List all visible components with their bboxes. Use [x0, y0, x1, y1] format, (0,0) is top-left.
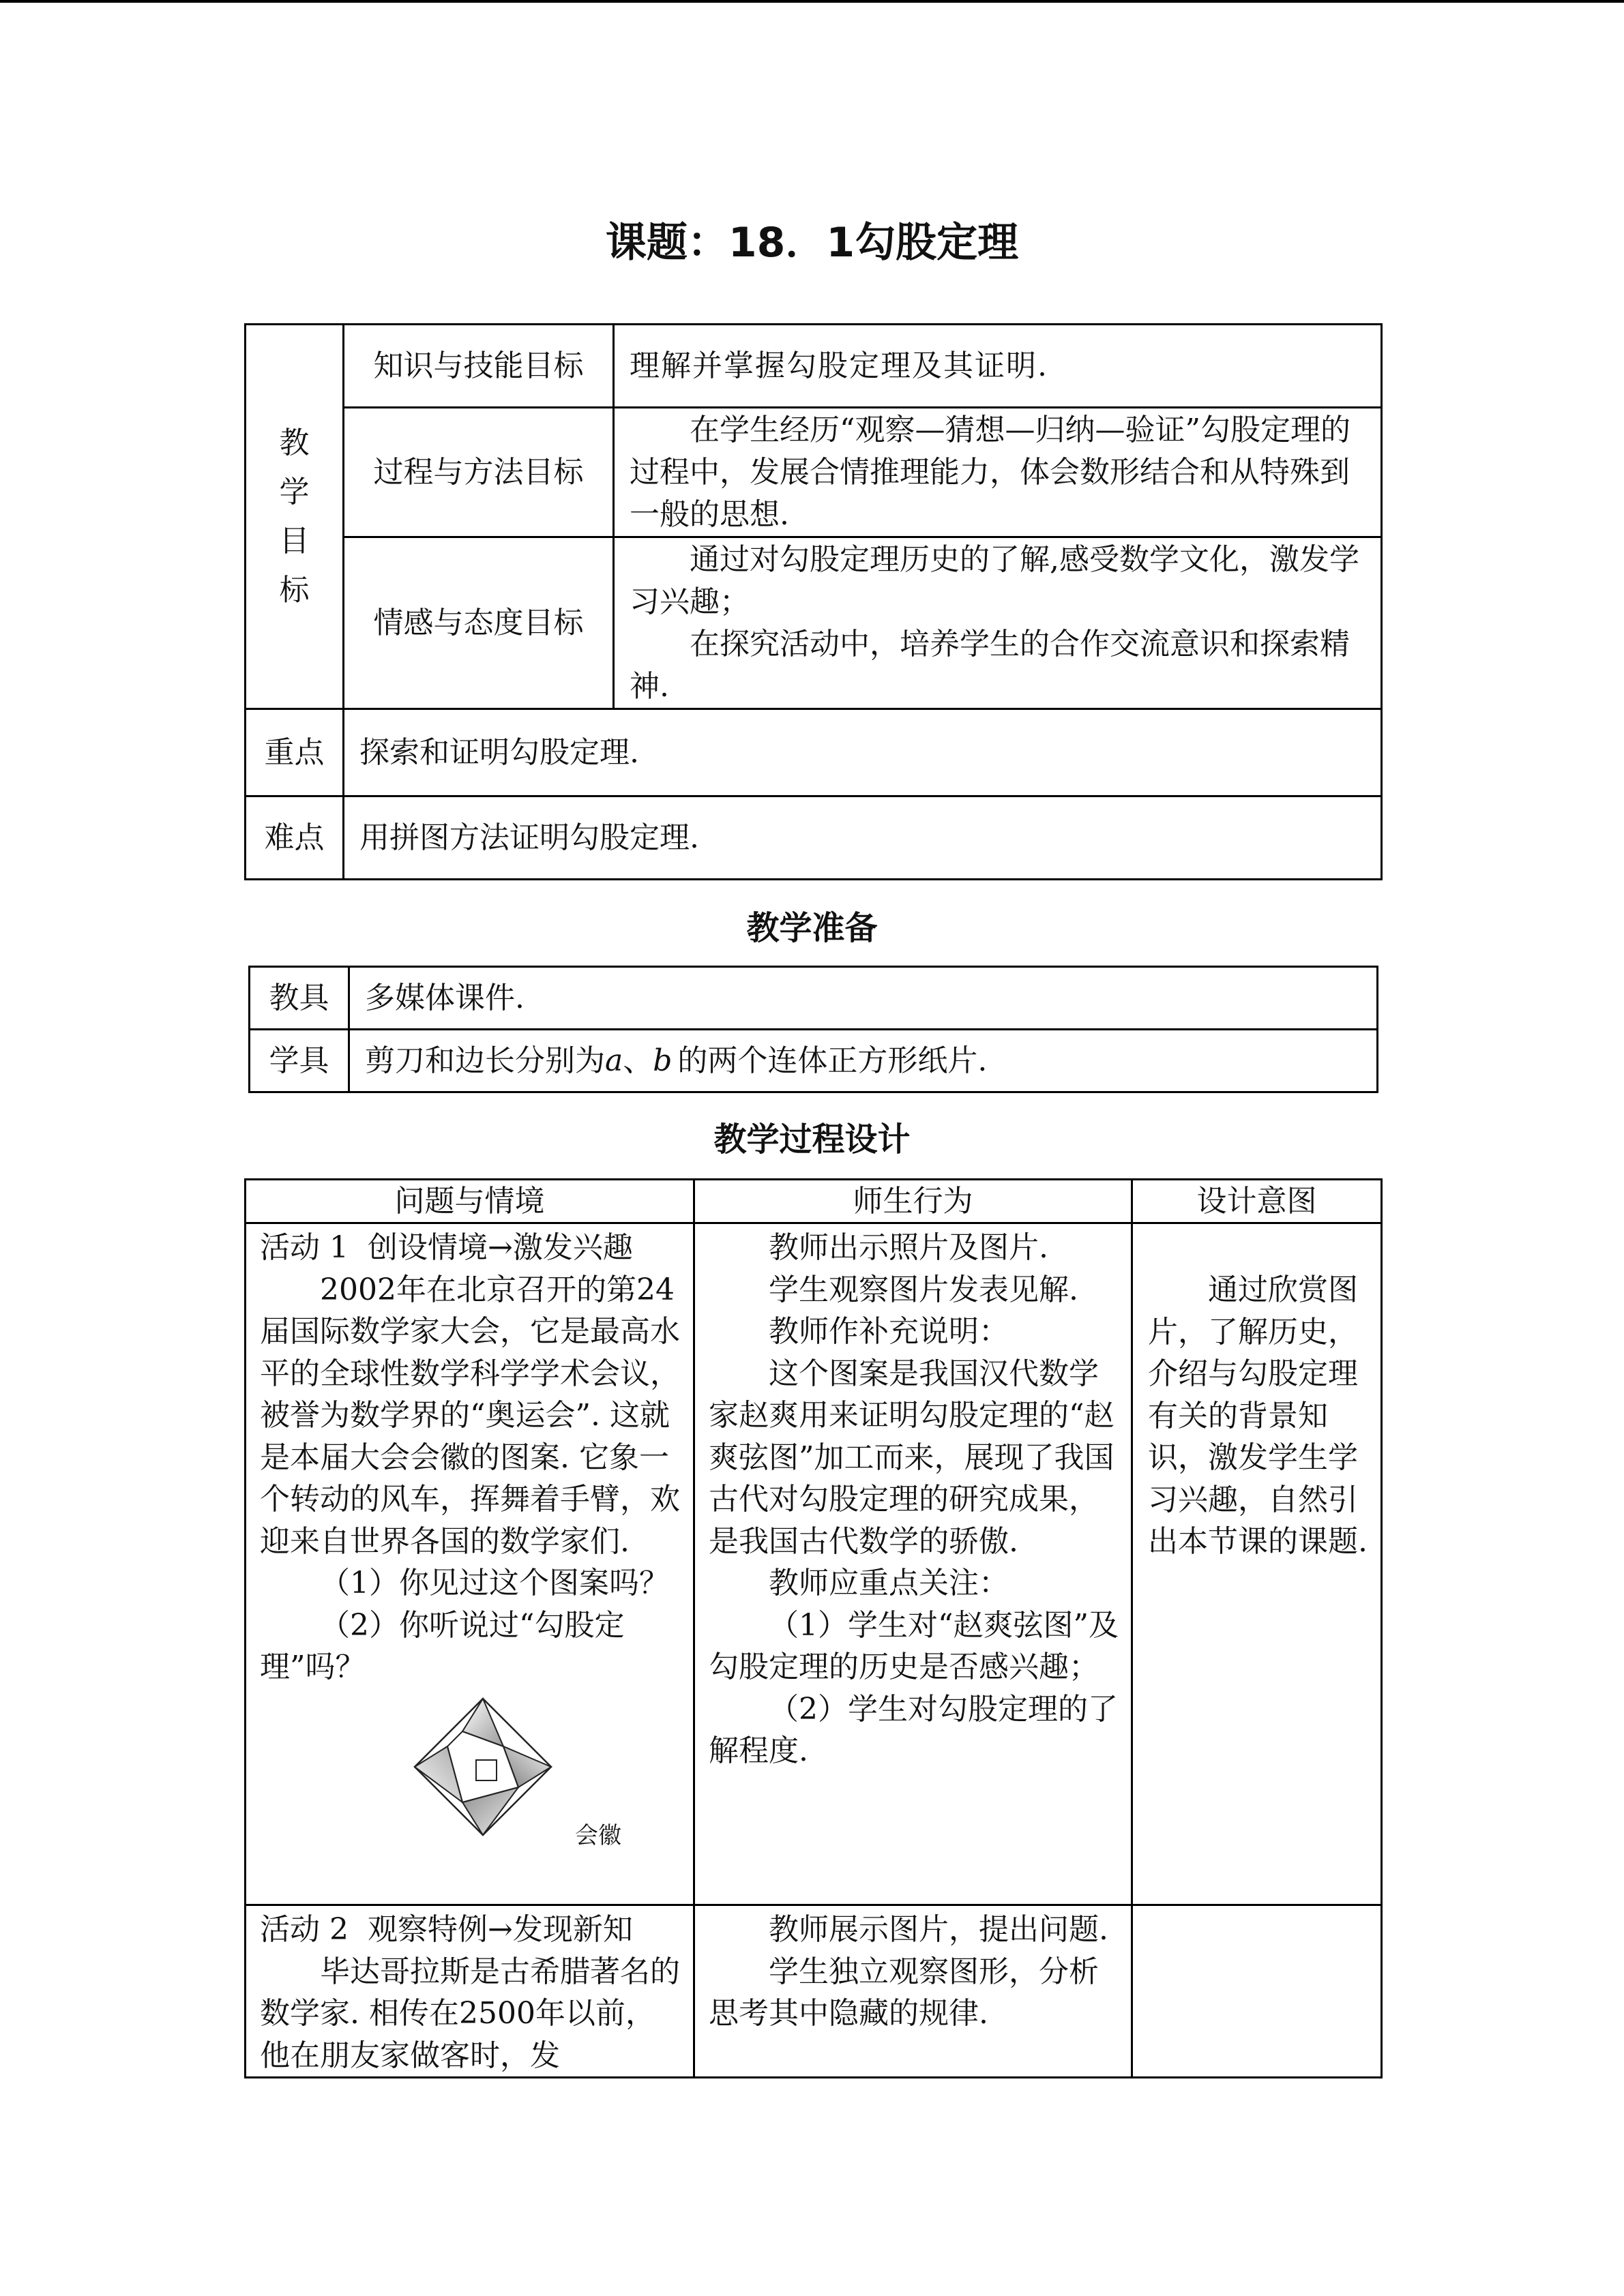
student-tools-text-after: 的两个连体正方形纸片.: [677, 1043, 988, 1078]
activity2-behavior-line-1: 教师展示图片，提出问题.: [769, 1912, 1108, 1947]
header-intent: 设计意图: [1132, 1180, 1382, 1223]
variable-a: a: [605, 1043, 623, 1078]
activity1-behavior: [694, 1223, 1132, 1905]
page-title: 课题：18．1勾股定理: [605, 219, 1019, 267]
process-table: [244, 1178, 1383, 2078]
activity2-situation: [246, 1905, 694, 2078]
activity1-behavior-line-6: （1）学生对“赵爽弦图”及勾股定理的历史是否感兴趣；: [709, 1607, 1119, 1684]
activity2-heading: 活动 2 观察特例→发现新知: [260, 1912, 633, 1947]
activity1-intent: [1132, 1223, 1382, 1905]
activity1-question-1: （1）你见过这个图案吗？: [320, 1566, 669, 1600]
activity1-behavior-line-1: 教师出示照片及图片.: [769, 1230, 1048, 1265]
objective-label-emotion: 情感与态度目标: [344, 537, 614, 709]
activity1-behavior-line-7: （2）学生对勾股定理的了解程度.: [709, 1691, 1118, 1768]
student-tools-label: 学具: [250, 1030, 349, 1092]
key-point-text: 探索和证明勾股定理.: [344, 709, 1382, 796]
objective-text-knowledge: 理解并掌握勾股定理及其证明.: [614, 325, 1382, 408]
variable-b: b: [653, 1043, 673, 1078]
difficulty-label: 难点: [246, 796, 344, 880]
activity2-intent: [1132, 1905, 1382, 2078]
header-behavior: 师生行为: [694, 1180, 1132, 1223]
zhao-shuang-emblem-icon: [411, 1695, 555, 1838]
process-title: 教学过程设计: [713, 1120, 911, 1159]
difficulty-text: 用拼图方法证明勾股定理.: [344, 796, 1382, 880]
activity1-intent-text: 通过欣赏图片，了解历史，介绍与勾股定理有关的背景知识，激发学生学习兴趣，自然引出本节课的课题.: [1148, 1272, 1368, 1559]
activity1-behavior-line-3: 教师作补充说明：: [769, 1314, 1009, 1349]
activity1-situation: [246, 1223, 694, 1905]
objective-text-emotion-line-2: 在探究活动中，培养学生的合作交流意识和探索精神.: [630, 626, 1350, 704]
header-situation: 问题与情境: [246, 1180, 694, 1223]
activity1-behavior-line-4: 这个图案是我国汉代数学家赵爽用来证明勾股定理的“赵爽弦图”加工而来，展现了我国古代对勾股定理的研究成果，是我国古代数学的骄傲.: [709, 1356, 1114, 1559]
objective-text-process: [614, 408, 1382, 537]
activity2-behavior: [694, 1905, 1132, 2078]
activity1-question-2: （2）你听说过“勾股定理”吗？: [260, 1607, 625, 1684]
preparation-table: [248, 966, 1378, 1093]
page-top-border: [0, 0, 1624, 3]
key-point-label: 重点: [246, 709, 344, 796]
activity1-behavior-line-5: 教师应重点关注：: [769, 1566, 1009, 1600]
objectives-group-text: 教学目标: [279, 425, 310, 608]
objective-text-process-line: 在学生经历“观察—猜想—归纳—验证”勾股定理的过程中，发展合情推理能力，体会数形结合和从特殊到一般的思想.: [630, 412, 1350, 532]
objective-text-emotion-line-1: 通过对勾股定理历史的了解,感受数学文化，激发学习兴趣；: [630, 541, 1359, 619]
activity1-heading: 活动 1 创设情境→激发兴趣: [260, 1230, 633, 1265]
teacher-tools-text: 多媒体课件.: [349, 967, 1378, 1030]
teacher-tools-label: 教具: [250, 967, 349, 1030]
activity1-paragraph: 2002年在北京召开的第24届国际数学家大会，它是最高水平的全球性数学科学学术会议，被誉为数学界的“奥运会”. 这就是本届大会会徽的图案. 它象一个转动的风车，挥舞着手臂，欢迎来自世界各国的数学家们.: [260, 1272, 680, 1559]
activity1-behavior-line-2: 学生观察图片发表见解.: [769, 1272, 1078, 1307]
preparation-title: 教学准备: [746, 909, 878, 947]
objective-label-process: 过程与方法目标: [344, 408, 614, 537]
objective-label-knowledge: 知识与技能目标: [344, 325, 614, 408]
activity2-behavior-line-2: 学生独立观察图形，分析思考其中隐藏的规律.: [709, 1954, 1099, 2031]
student-tools-text: [349, 1030, 1378, 1092]
objective-text-emotion: [614, 537, 1382, 709]
student-tools-text-before: 剪刀和边长分别为: [365, 1043, 605, 1078]
student-tools-separator: 、: [623, 1043, 653, 1078]
activity2-paragraph: 毕达哥拉斯是古希腊著名的数学家. 相传在2500年以前，他在朋友家做客时，发: [260, 1954, 680, 2073]
objectives-group-label: [246, 325, 344, 709]
emblem-figure: [260, 1688, 683, 1866]
objectives-table: [244, 323, 1383, 880]
emblem-caption: 会徽: [575, 1821, 621, 1849]
